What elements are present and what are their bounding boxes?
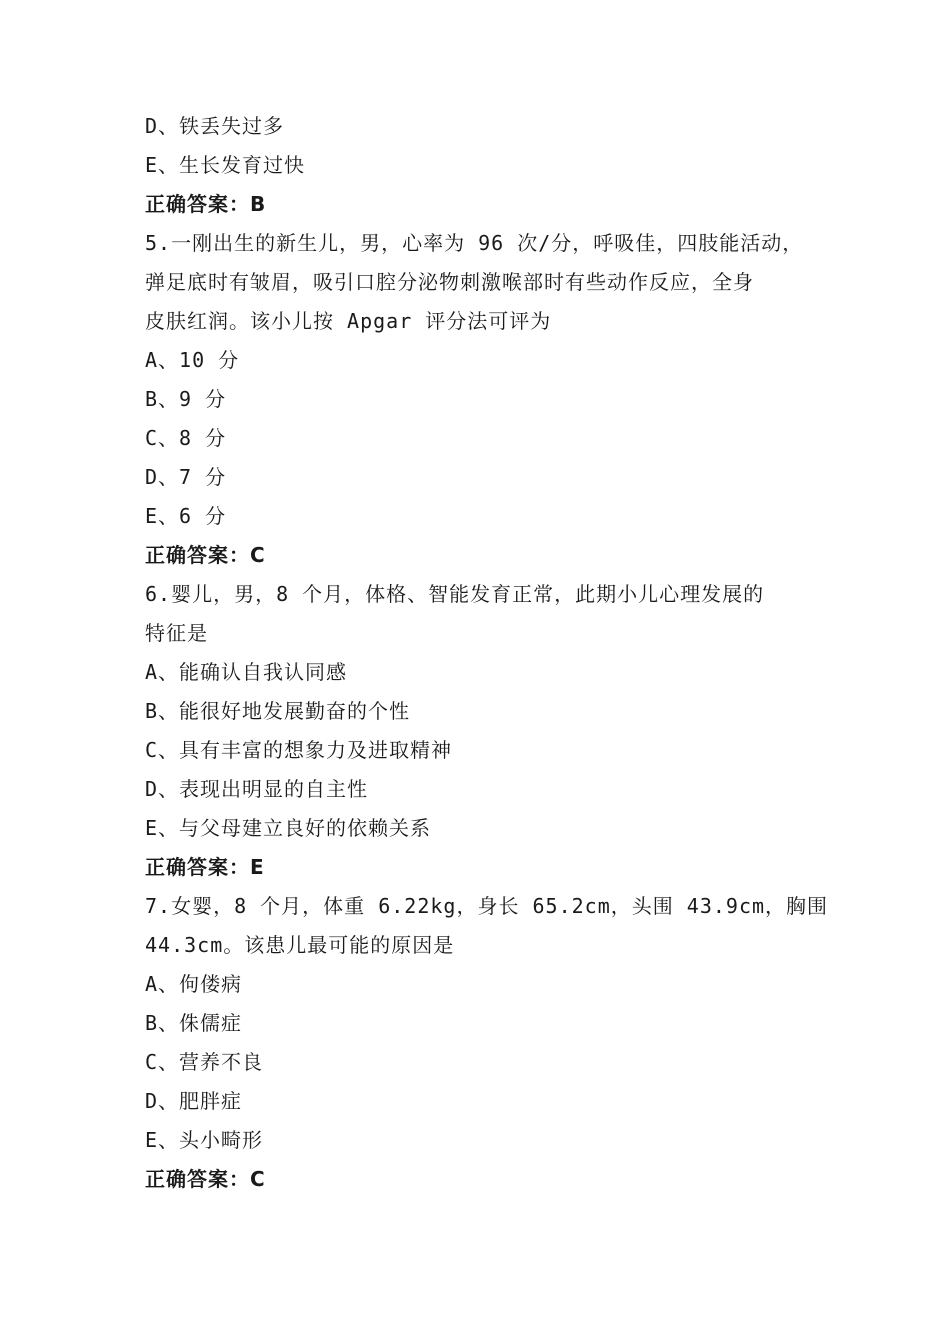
question-6-line-2: 特征是 <box>145 621 208 645</box>
question-6-line-1: 6.婴儿，男，8 个月，体格、智能发育正常，此期小儿心理发展的 <box>145 582 765 606</box>
answer-q7: 正确答案：C <box>145 1167 266 1191</box>
option-e-q4: E、生长发育过快 <box>145 153 306 177</box>
option-b-q7: B、侏儒症 <box>145 1011 243 1035</box>
option-a-q7: A、佝偻病 <box>145 972 243 996</box>
option-a-q5: A、10 分 <box>145 348 240 372</box>
option-c-q5: C、8 分 <box>145 426 227 450</box>
question-7-line-1: 7.女婴，8 个月，体重 6.22kg，身长 65.2cm，头围 43.9cm，胸围 <box>145 894 829 918</box>
question-5-line-3: 皮肤红润。该小儿按 Apgar 评分法可评为 <box>145 309 552 333</box>
option-e-q7: E、头小畸形 <box>145 1128 264 1152</box>
option-d-q7: D、肥胖症 <box>145 1089 243 1113</box>
document-page <box>145 107 829 1199</box>
option-c-q7: C、营养不良 <box>145 1050 264 1074</box>
option-b-q6: B、能很好地发展勤奋的个性 <box>145 699 411 723</box>
question-5-line-2: 弹足底时有皱眉，吸引口腔分泌物刺激喉部时有些动作反应，全身 <box>145 270 754 294</box>
option-b-q5: B、9 分 <box>145 387 227 411</box>
option-d-q4: D、铁丢失过多 <box>145 114 285 138</box>
answer-q5: 正确答案：C <box>145 543 266 567</box>
option-e-q6: E、与父母建立良好的依赖关系 <box>145 816 432 840</box>
option-e-q5: E、6 分 <box>145 504 227 528</box>
option-a-q6: A、能确认自我认同感 <box>145 660 348 684</box>
answer-q6: 正确答案：E <box>145 855 265 879</box>
option-d-q5: D、7 分 <box>145 465 227 489</box>
option-d-q6: D、表现出明显的自主性 <box>145 777 369 801</box>
question-7-line-2: 44.3cm。该患儿最可能的原因是 <box>145 933 455 957</box>
option-c-q6: C、具有丰富的想象力及进取精神 <box>145 738 453 762</box>
answer-q4: 正确答案：B <box>145 192 267 216</box>
question-5-line-1: 5.一刚出生的新生儿，男，心率为 96 次/分，呼吸佳，四肢能活动， <box>145 231 804 255</box>
